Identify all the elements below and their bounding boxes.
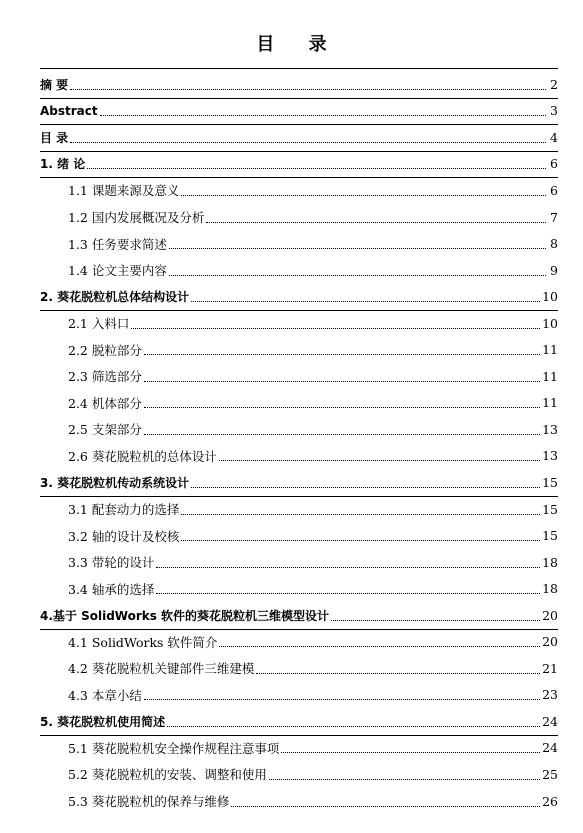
toc-page-number: 13 bbox=[542, 448, 558, 464]
toc-entry-label: 4.1 SolidWorks 软件简介 bbox=[68, 634, 218, 650]
chapter-divider-rule bbox=[40, 310, 558, 311]
toc-chapter-entry[interactable] bbox=[40, 151, 558, 178]
toc-entry-label: 2.2 脱粒部分 bbox=[68, 342, 142, 358]
toc-dot-leader bbox=[156, 593, 540, 594]
top-rule bbox=[40, 68, 558, 69]
toc-entry-label: 3.1 配套动力的选择 bbox=[68, 502, 180, 518]
toc-entry-label: 1.1 课题来源及意义 bbox=[68, 183, 180, 199]
chapter-divider-rule bbox=[40, 629, 558, 630]
toc-page-number: 6 bbox=[550, 182, 558, 198]
toc-page-number: 15 bbox=[542, 528, 558, 544]
toc-dot-leader bbox=[169, 275, 546, 276]
toc-dot-leader bbox=[219, 460, 540, 461]
toc-entry-label: 5. 葵花脱粒机使用简述 bbox=[40, 714, 166, 729]
toc-page-number: 6 bbox=[550, 156, 558, 172]
toc-page-number: 18 bbox=[542, 554, 558, 570]
chapter-divider-rule bbox=[40, 496, 558, 497]
toc-entry-label: 2.3 筛选部分 bbox=[68, 369, 142, 385]
toc-page-number: 24 bbox=[542, 740, 558, 756]
toc-entry-label: 2.5 支架部分 bbox=[68, 422, 142, 438]
toc-section-entry[interactable] bbox=[40, 336, 558, 363]
toc-entry-label: 3. 葵花脱粒机传动系统设计 bbox=[40, 475, 190, 490]
toc-page-number: 20 bbox=[542, 634, 558, 650]
chapter-divider-rule bbox=[40, 98, 558, 99]
toc-section-entry[interactable] bbox=[40, 682, 558, 709]
toc-entry-label: 4.2 葵花脱粒机关键部件三维建模 bbox=[68, 661, 255, 677]
toc-section-entry[interactable] bbox=[40, 177, 558, 204]
toc-dot-leader bbox=[181, 540, 540, 541]
toc-entry-label: 1. 绪 论 bbox=[40, 157, 86, 172]
toc-page-number: 25 bbox=[542, 766, 558, 782]
toc-section-entry[interactable] bbox=[40, 628, 558, 655]
toc-section-entry[interactable] bbox=[40, 549, 558, 576]
chapter-divider-rule bbox=[40, 151, 558, 152]
toc-entry-label: 1.3 任务要求简述 bbox=[68, 236, 167, 252]
toc-section-entry[interactable] bbox=[40, 655, 558, 682]
chapter-divider-rule bbox=[40, 177, 558, 178]
toc-section-entry[interactable] bbox=[40, 575, 558, 602]
toc-page-number: 3 bbox=[550, 103, 558, 119]
toc-dot-leader bbox=[70, 142, 546, 143]
page-title: 目 录 bbox=[256, 34, 341, 55]
toc-entry-label: Abstract bbox=[40, 103, 98, 118]
toc-entry-label: 2. 葵花脱粒机总体结构设计 bbox=[40, 290, 190, 305]
table-of-contents bbox=[40, 71, 558, 814]
toc-page-number: 20 bbox=[542, 607, 558, 623]
toc-entry-label: 1.4 论文主要内容 bbox=[68, 263, 167, 279]
chapter-divider-rule bbox=[40, 124, 558, 125]
toc-dot-leader bbox=[191, 487, 540, 488]
toc-chapter-entry[interactable] bbox=[40, 124, 558, 151]
toc-entry-label: 5.1 葵花脱粒机安全操作规程注意事项 bbox=[68, 740, 280, 756]
toc-dot-leader bbox=[144, 354, 540, 355]
toc-dot-leader bbox=[144, 381, 540, 382]
toc-dot-leader bbox=[181, 195, 546, 196]
toc-dot-leader bbox=[167, 726, 540, 727]
toc-dot-leader bbox=[169, 248, 546, 249]
toc-dot-leader bbox=[131, 328, 540, 329]
toc-page-number: 11 bbox=[542, 368, 558, 384]
toc-dot-leader bbox=[331, 620, 540, 621]
toc-section-entry[interactable] bbox=[40, 204, 558, 231]
toc-entry-label: 摘 要 bbox=[40, 77, 69, 92]
toc-dot-leader bbox=[87, 168, 546, 169]
toc-section-entry[interactable] bbox=[40, 496, 558, 523]
toc-dot-leader bbox=[269, 779, 540, 780]
toc-page-number: 15 bbox=[542, 501, 558, 517]
toc-dot-leader bbox=[181, 514, 540, 515]
toc-chapter-entry[interactable] bbox=[40, 708, 558, 735]
toc-entry-label: 目 录 bbox=[40, 130, 69, 145]
toc-page-number: 10 bbox=[542, 315, 558, 331]
toc-chapter-entry[interactable] bbox=[40, 98, 558, 125]
toc-dot-leader bbox=[144, 407, 540, 408]
toc-page-number: 15 bbox=[542, 474, 558, 490]
toc-dot-leader bbox=[281, 752, 540, 753]
toc-chapter-entry[interactable] bbox=[40, 283, 558, 310]
toc-entry-label: 2.1 入料口 bbox=[68, 316, 130, 332]
toc-entry-label: 3.4 轴承的选择 bbox=[68, 581, 155, 597]
toc-dot-leader bbox=[256, 673, 540, 674]
toc-section-entry[interactable] bbox=[40, 416, 558, 443]
toc-page-number: 7 bbox=[550, 209, 558, 225]
toc-section-entry[interactable] bbox=[40, 735, 558, 762]
toc-entry-label: 4.3 本章小结 bbox=[68, 687, 142, 703]
toc-dot-leader bbox=[191, 301, 540, 302]
toc-section-entry[interactable] bbox=[40, 522, 558, 549]
toc-dot-leader bbox=[144, 699, 540, 700]
toc-page-number: 11 bbox=[542, 395, 558, 411]
toc-section-entry[interactable] bbox=[40, 390, 558, 417]
toc-chapter-entry[interactable] bbox=[40, 602, 558, 629]
toc-entry-label: 5.2 葵花脱粒机的安装、调整和使用 bbox=[68, 767, 267, 783]
toc-section-entry[interactable] bbox=[40, 363, 558, 390]
toc-dot-leader bbox=[231, 806, 540, 807]
toc-page-number: 9 bbox=[550, 262, 558, 278]
toc-entry-label: 5.3 葵花脱粒机的保养与维修 bbox=[68, 794, 230, 810]
toc-entry-label: 3.3 带轮的设计 bbox=[68, 555, 155, 571]
toc-section-entry[interactable] bbox=[40, 788, 558, 815]
toc-entry-label: 2.6 葵花脱粒机的总体设计 bbox=[68, 448, 217, 464]
toc-dot-leader bbox=[100, 115, 546, 116]
toc-page-number: 18 bbox=[542, 581, 558, 597]
toc-page-number: 13 bbox=[542, 421, 558, 437]
toc-page-number: 2 bbox=[550, 76, 558, 92]
toc-section-entry[interactable] bbox=[40, 310, 558, 337]
toc-entry-label: 2.4 机体部分 bbox=[68, 395, 142, 411]
toc-section-entry[interactable] bbox=[40, 443, 558, 470]
chapter-divider-rule bbox=[40, 735, 558, 736]
toc-page-number: 26 bbox=[542, 793, 558, 809]
toc-dot-leader bbox=[206, 222, 546, 223]
toc-page-number: 8 bbox=[550, 236, 558, 252]
toc-page-number: 11 bbox=[542, 342, 558, 358]
toc-dot-leader bbox=[70, 89, 546, 90]
toc-page-number: 23 bbox=[542, 687, 558, 703]
toc-chapter-entry[interactable] bbox=[40, 469, 558, 496]
toc-section-entry[interactable] bbox=[40, 230, 558, 257]
toc-dot-leader bbox=[144, 434, 540, 435]
toc-page-number: 21 bbox=[542, 660, 558, 676]
toc-page-number: 24 bbox=[542, 713, 558, 729]
toc-entry-label: 3.2 轴的设计及校核 bbox=[68, 528, 180, 544]
toc-entry-label: 1.2 国内发展概况及分析 bbox=[68, 210, 205, 225]
toc-page-number: 10 bbox=[542, 289, 558, 305]
toc-section-entry[interactable] bbox=[40, 761, 558, 788]
toc-chapter-entry[interactable] bbox=[40, 71, 558, 98]
toc-entry-label: 4.基于 SolidWorks 软件的葵花脱粒机三维模型设计 bbox=[40, 608, 330, 623]
toc-page-number: 4 bbox=[550, 129, 558, 145]
toc-section-entry[interactable] bbox=[40, 257, 558, 284]
toc-dot-leader bbox=[156, 567, 540, 568]
toc-dot-leader bbox=[219, 646, 540, 647]
